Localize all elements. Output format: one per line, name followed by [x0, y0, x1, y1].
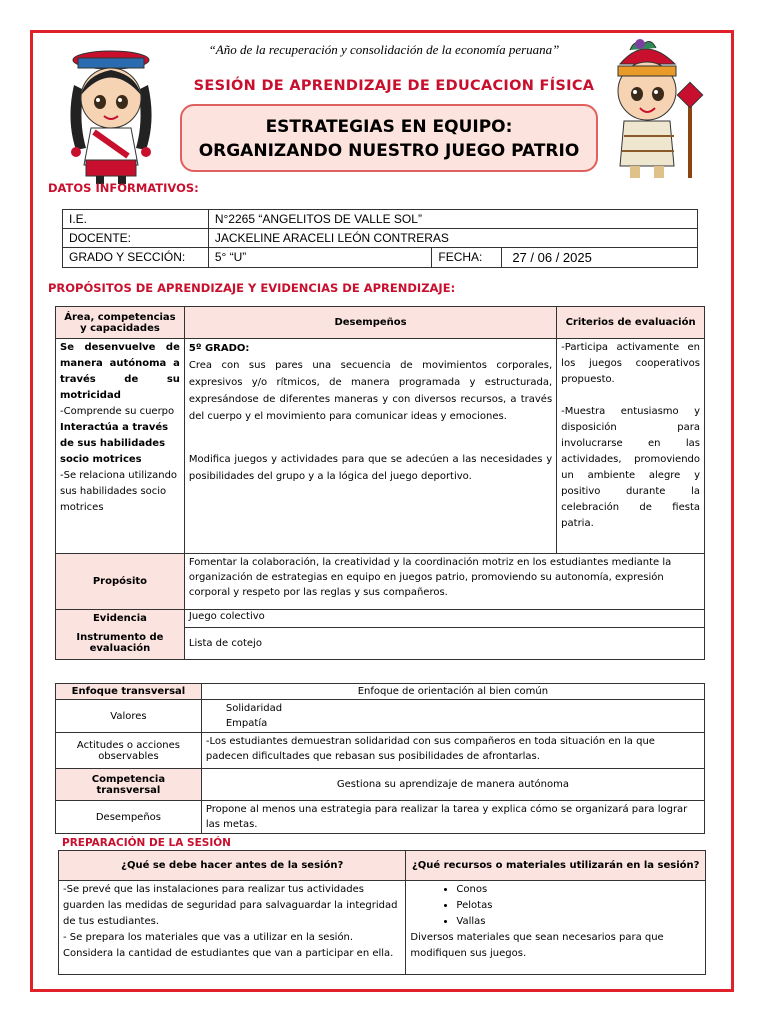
ie-label: I.E. — [63, 210, 209, 229]
area-competencia-1: Se desenvuelve de manera autónoma a través de su motricidad — [60, 342, 180, 401]
actitudes-label: Actitudes o acciones observables — [56, 733, 202, 769]
datos-table — [62, 209, 698, 268]
list-item: • Vallas — [456, 914, 701, 930]
fecha-value: 27 / 06 / 2025 — [502, 248, 698, 268]
col-desempenos: Desempeños — [184, 307, 556, 339]
criterio-2: -Muestra entusiasmo y disposición para involucrarse en las actividades, promoviendo un ambiente alegre y positivo durante la celebración de fiesta patria. — [561, 406, 700, 529]
recursos-extra: Diversos materiales que sean necesarios para que modifiquen sus juegos. — [410, 932, 664, 959]
evidencia-label: Evidencia — [56, 610, 185, 628]
preparacion-heading: PREPARACIÓN DE LA SESIÓN — [62, 837, 231, 849]
enfoque-table — [55, 683, 705, 834]
criterios-cell — [557, 339, 705, 554]
competencia-text: Gestiona su aprendizaje de manera autónoma — [201, 769, 704, 801]
table-row — [56, 554, 705, 610]
propositos-heading: PROPÓSITOS DE APRENDIZAJE Y EVIDENCIAS DE APRENDIZAJE: — [48, 281, 456, 295]
desempenos-cell — [184, 339, 556, 554]
table-row — [56, 769, 705, 801]
table-row — [56, 700, 705, 733]
list-item: • Pelotas — [456, 898, 701, 914]
grado-label: GRADO Y SECCIÓN: — [63, 248, 209, 268]
grado-label: 5º GRADO: — [188, 343, 250, 354]
banner-line-2: ORGANIZANDO NUESTRO JUEGO PATRIO — [198, 141, 580, 161]
table-row — [59, 881, 706, 975]
table-row — [56, 684, 705, 700]
desempenos-text: Propone al menos una estrategia para realizar la tarea y explica cómo se organizará para lograr las metas. — [201, 801, 704, 834]
evidencia-text: Juego colectivo — [184, 610, 704, 628]
area-competencia-2: Interactúa a través de sus habilidades socio motrices — [60, 422, 169, 465]
motto: “Año de la recuperación y consolidación de la economía peruana” — [208, 42, 560, 57]
table-row — [56, 801, 705, 834]
col-criterios: Criterios de evaluación — [557, 307, 705, 339]
table-row — [63, 248, 698, 268]
propositos-table — [55, 306, 705, 660]
antes-cell — [59, 881, 406, 975]
area-cell — [56, 339, 185, 554]
table-row — [56, 339, 705, 554]
docente-label: DOCENTE: — [63, 229, 209, 248]
competencia-label: Competencia transversal — [56, 769, 202, 801]
area-capacidad-2: -Se relaciona utilizando sus habilidades socio motrices — [60, 470, 178, 513]
preparacion-table — [58, 850, 706, 975]
desempenos-label: Desempeños — [56, 801, 202, 834]
table-row — [56, 628, 705, 660]
enfoque-value: Enfoque de orientación al bien común — [201, 684, 704, 700]
valores-label: Valores — [56, 700, 202, 733]
recursos-list — [410, 882, 701, 930]
col-area: Área, competencias y capacidades — [56, 307, 185, 339]
instrumento-text: Lista de cotejo — [184, 628, 704, 660]
antes-2: - Se prepara los materiales que vas a utilizar en la sesión. Considera la cantidad de estudiantes que van a participar en ella. — [63, 932, 394, 959]
enfoque-label: Enfoque transversal — [56, 684, 202, 700]
proposito-text: Fomentar la colaboración, la creatividad y la coordinación motriz en los estudiantes mediante la organización de estrategias en equipo en juegos patrio, promoviendo su autonomía, expresión corporal y respeto por las reglas y sus compañeros. — [184, 554, 704, 610]
girl-illustration — [56, 40, 166, 185]
docente-value: JACKELINE ARACELI LEÓN CONTRERAS — [208, 229, 697, 248]
actitudes-text: -Los estudiantes demuestran solidaridad con sus compañeros en toda situación en la que padecen dificultades que rebasan sus posibilidades de afrontarlas. — [201, 733, 704, 769]
datos-heading: DATOS INFORMATIVOS: — [48, 181, 199, 195]
criterio-1: -Participa activamente en los juegos cooperativos propuesto. — [561, 342, 700, 385]
grado-value: 5° “U” — [208, 248, 432, 268]
table-row — [59, 851, 706, 881]
table-row — [56, 610, 705, 628]
instrumento-label: Instrumento de evaluación — [56, 628, 185, 660]
valor-2: Empatía — [225, 718, 268, 729]
session-title: SESIÓN DE APRENDIZAJE DE EDUCACION FÍSICA — [193, 78, 595, 94]
list-item: • Conos — [456, 882, 701, 898]
table-row — [56, 733, 705, 769]
desempeno-2: Modifica juegos y actividades para que se adecúen a las necesidades y posibilidades del grupo y a la lógica del juego deportivo. — [188, 454, 553, 482]
valores-cell — [201, 700, 704, 733]
table-row — [56, 307, 705, 339]
banner-line-1: ESTRATEGIAS EN EQUIPO: — [265, 117, 513, 137]
table-row — [63, 210, 698, 229]
antes-1: -Se prevé que las instalaciones para realizar tus actividades guarden las medidas de seguridad para salvaguardar la integridad de tus estudiantes. — [63, 884, 398, 927]
recursos-cell — [406, 881, 706, 975]
desempeno-1: Crea con sus pares una secuencia de movimientos corporales, expresivos y/o rítmicos, de manera programada y estructurada, expresándose de diferentes maneras y con diversos recursos, a través del cuerpo y el movimiento para comunicar ideas y emociones. — [188, 360, 553, 422]
fecha-label: FECHA: — [432, 248, 502, 268]
ie-value: N°2265 “ANGELITOS DE VALLE SOL” — [208, 210, 697, 229]
col-antes: ¿Qué se debe hacer antes de la sesión? — [59, 851, 406, 881]
area-capacidad-1: -Comprende su cuerpo — [60, 406, 175, 417]
valor-1: Solidaridad — [225, 703, 283, 714]
col-recursos: ¿Qué recursos o materiales utilizarán en la sesión? — [406, 851, 706, 881]
session-banner — [180, 104, 598, 172]
table-row — [63, 229, 698, 248]
proposito-label: Propósito — [56, 554, 185, 610]
